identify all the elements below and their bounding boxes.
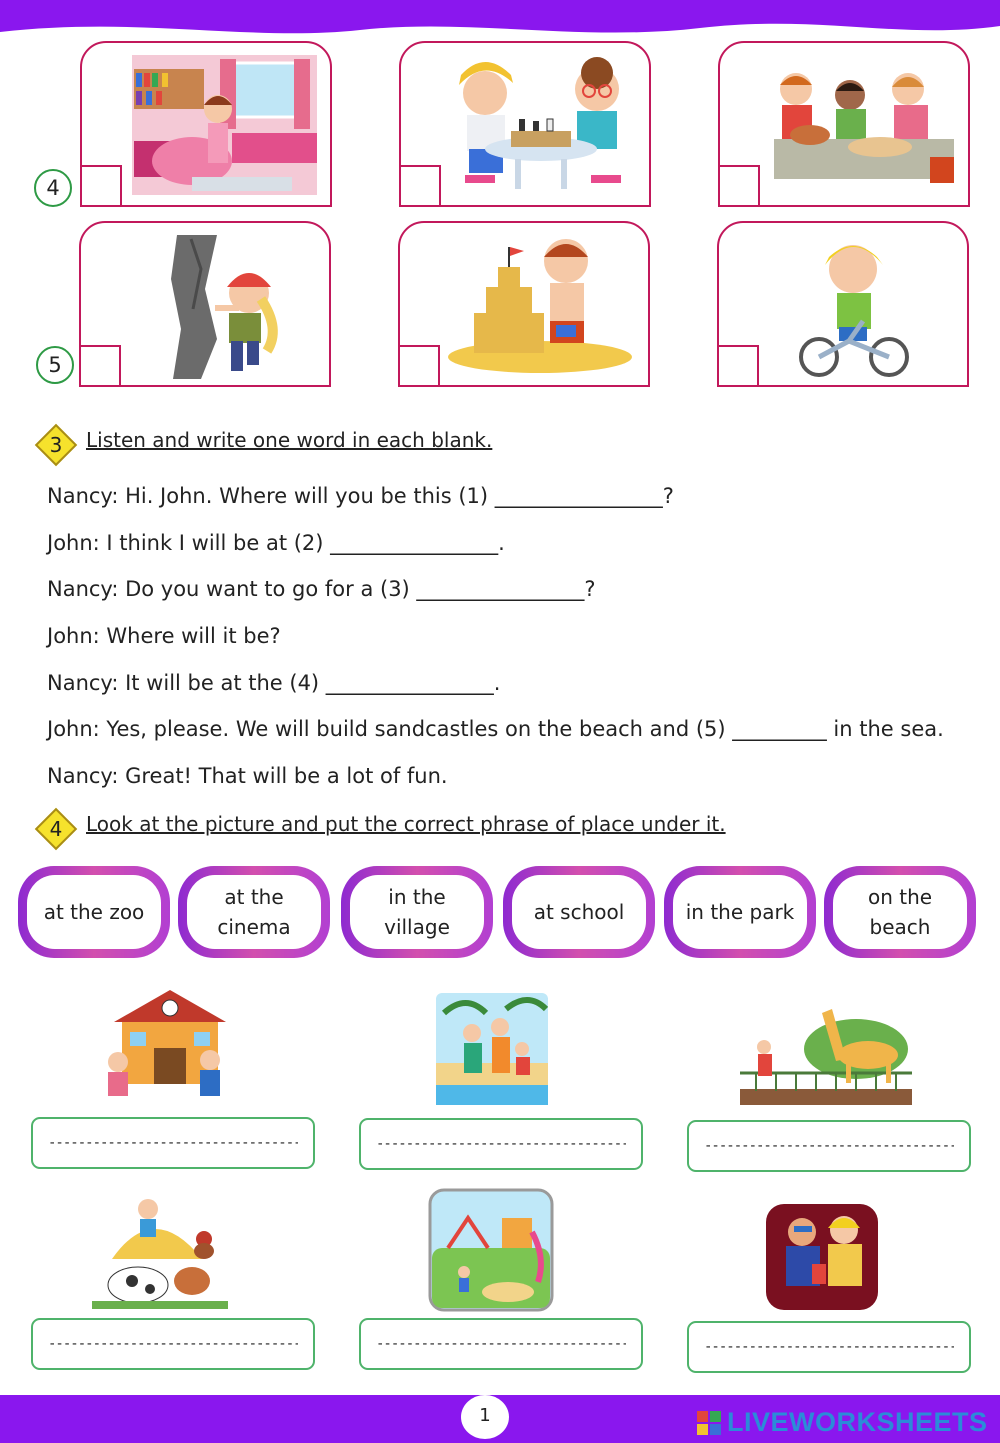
section-4-number: 4 (49, 817, 63, 841)
boy-building-sandcastle-icon (440, 229, 640, 379)
row-number-label: 5 (48, 353, 62, 377)
answer-input[interactable] (704, 1339, 954, 1355)
school-building-icon (96, 984, 236, 1108)
zoo-giraffe-icon (736, 999, 916, 1109)
answer-box-6[interactable] (687, 1321, 971, 1373)
phrase-line: in the (388, 885, 446, 909)
phrase-line: in the park (685, 900, 795, 924)
dialogue-line-2: John: I think I will be at (2) ________________. (47, 531, 505, 555)
picture-card (80, 41, 332, 207)
answer-box-5[interactable] (359, 1318, 643, 1370)
picture-card (398, 221, 650, 387)
dialogue-line-1: Nancy: Hi. John. Where will you be this (1) ________________? (47, 484, 674, 508)
phrase-line: at the zoo (43, 900, 145, 924)
girl-making-bed-icon (122, 49, 322, 199)
kids-playing-chess-icon (441, 49, 641, 199)
answer-tick-box[interactable] (82, 165, 122, 205)
section-4-instruction: Look at the picture and put the correct phrase of place under it. (86, 812, 726, 836)
phrase-line: village (384, 915, 450, 939)
section-3-number: 3 (49, 433, 63, 457)
beach-family-icon (436, 993, 548, 1105)
boy-riding-bike-icon (759, 229, 959, 379)
phrase-chip-at-the-cinema[interactable] (178, 866, 330, 958)
dialogue-line-6: John: Yes, please. We will build sandcastles on the beach and (5) _________ in the sea. (47, 717, 944, 741)
answer-input[interactable] (48, 1336, 298, 1352)
answer-box-3[interactable] (687, 1120, 971, 1172)
dialogue-line-4: John: Where will it be? (47, 624, 281, 648)
dialogue-line-5: Nancy: It will be at the (4) ________________. (47, 671, 501, 695)
kids-baking-icon (760, 49, 960, 199)
answer-input[interactable] (48, 1135, 298, 1151)
liveworksheets-logo[interactable] (697, 1407, 988, 1438)
phrase-chip-at-the-zoo[interactable] (18, 866, 170, 958)
phrase-line: at school (533, 900, 625, 924)
answer-input[interactable] (376, 1136, 626, 1152)
top-wave-band (0, 0, 1000, 42)
answer-tick-box[interactable] (400, 345, 440, 385)
park-playground-icon (428, 1188, 554, 1312)
liveworksheets-cube-icon (697, 1411, 721, 1435)
answer-box-1[interactable] (31, 1117, 315, 1169)
answer-tick-box[interactable] (719, 345, 759, 385)
answer-tick-box[interactable] (401, 165, 441, 205)
answer-tick-box[interactable] (720, 165, 760, 205)
row-number-4 (34, 169, 72, 207)
answer-tick-box[interactable] (81, 345, 121, 385)
picture-card (717, 221, 969, 387)
brand-text: LIVEWORKSHEETS (727, 1407, 988, 1437)
dialogue-line-7: Nancy: Great! That will be a lot of fun. (47, 764, 448, 788)
row-number-label: 4 (46, 176, 60, 200)
page-number: 1 (479, 1405, 491, 1426)
cinema-couple-icon (766, 1194, 878, 1314)
answer-input[interactable] (704, 1138, 954, 1154)
phrase-line: cinema (217, 915, 291, 939)
phrase-chip-in-the-park[interactable] (664, 866, 816, 958)
answer-box-2[interactable] (359, 1118, 643, 1170)
village-farm-animals-icon (92, 1189, 228, 1313)
girl-rock-climbing-icon (121, 229, 321, 379)
row-number-5 (36, 346, 74, 384)
picture-card (718, 41, 970, 207)
phrase-line: on the (867, 885, 933, 909)
phrase-chip-at-school[interactable] (503, 866, 655, 958)
answer-box-4[interactable] (31, 1318, 315, 1370)
phrase-line: beach (869, 915, 931, 939)
picture-card (79, 221, 331, 387)
picture-card (399, 41, 651, 207)
phrase-chip-in-the-village[interactable] (341, 866, 493, 958)
section-3-instruction: Listen and write one word in each blank. (86, 428, 493, 452)
phrase-line: at the (224, 885, 284, 909)
dialogue-line-3: Nancy: Do you want to go for a (3) ________________? (47, 577, 596, 601)
phrase-chip-on-the-beach[interactable] (824, 866, 976, 958)
answer-input[interactable] (376, 1336, 626, 1352)
